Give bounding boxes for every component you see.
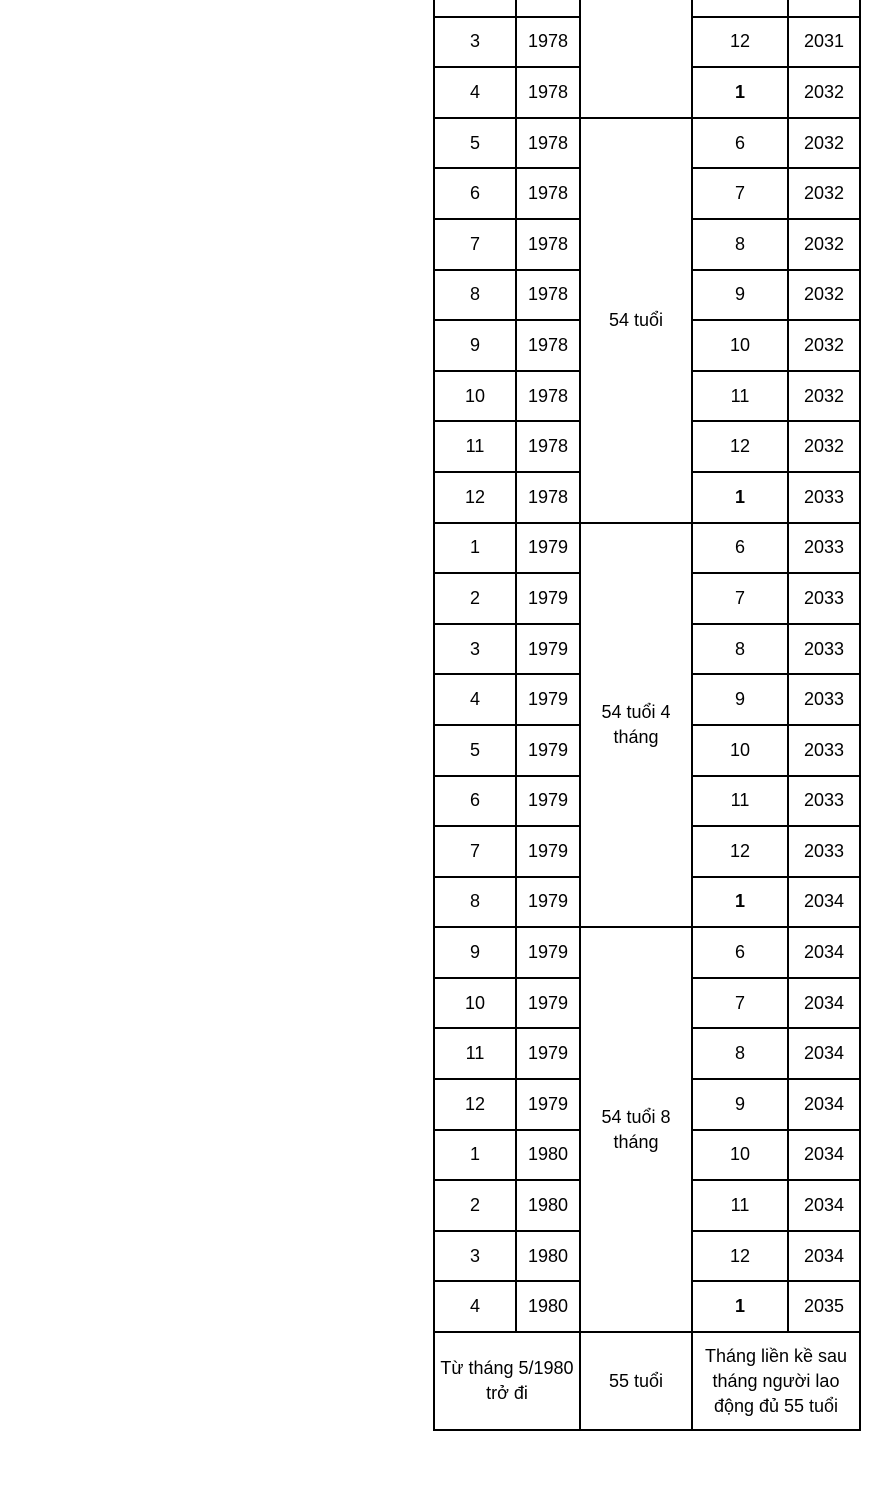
retire-month-cell: 6: [692, 523, 788, 574]
retirement-age-table-wrapper: [433, 0, 859, 1431]
birth-month-cell: 1: [434, 1130, 516, 1181]
retire-year-cell: 2033: [788, 472, 860, 523]
retire-month-cell: 1: [692, 1281, 788, 1332]
retire-year-cell: 2033: [788, 826, 860, 877]
retire-month-cell: 9: [692, 270, 788, 321]
retire-month-cell: 11: [692, 371, 788, 422]
retire-month-cell: 12: [692, 17, 788, 68]
retire-year-cell: 2033: [788, 776, 860, 827]
final-age-cell: 55 tuổi: [580, 1332, 692, 1430]
retire-month-cell: 1: [692, 472, 788, 523]
table-row: [434, 118, 860, 169]
retire-year-cell: 2032: [788, 168, 860, 219]
table-row: [434, 0, 860, 17]
birth-month-cell: 2: [434, 1180, 516, 1231]
birth-year-cell: 1979: [516, 826, 580, 877]
retire-year-cell: 2033: [788, 624, 860, 675]
birth-month-cell: 10: [434, 978, 516, 1029]
retire-year-cell: 2032: [788, 219, 860, 270]
table-row: [434, 523, 860, 574]
retire-month-cell: 8: [692, 1028, 788, 1079]
birth-year-cell: 1979: [516, 523, 580, 574]
final-birth-cell: Từ tháng 5/1980 trở đi: [434, 1332, 580, 1430]
birth-year-cell: 1978: [516, 371, 580, 422]
birth-month-cell: 11: [434, 1028, 516, 1079]
birth-year-cell: 1980: [516, 1130, 580, 1181]
retire-year-cell: 2034: [788, 927, 860, 978]
retire-month-cell: 1: [692, 877, 788, 928]
birth-month-cell: 7: [434, 219, 516, 270]
birth-month-cell: 7: [434, 826, 516, 877]
retire-month-cell: 10: [692, 320, 788, 371]
birth-year-cell: 1980: [516, 1180, 580, 1231]
retirement-age-cell: [580, 0, 692, 118]
retire-year-cell: 2035: [788, 1281, 860, 1332]
final-row: [434, 1332, 860, 1430]
retire-month-cell: 12: [692, 421, 788, 472]
retire-month-cell: 6: [692, 927, 788, 978]
table-row: [434, 927, 860, 978]
retirement-age-cell: 54 tuổi 4 tháng: [580, 523, 692, 928]
retire-year-cell: 2034: [788, 1130, 860, 1181]
retire-year-cell: 2034: [788, 978, 860, 1029]
retire-year-cell: 2032: [788, 421, 860, 472]
birth-month-cell: 12: [434, 472, 516, 523]
retire-month-cell: 6: [692, 118, 788, 169]
retire-year-cell: [788, 0, 860, 17]
birth-month-cell: 11: [434, 421, 516, 472]
birth-month-cell: [434, 0, 516, 17]
birth-month-cell: 3: [434, 624, 516, 675]
birth-year-cell: 1978: [516, 270, 580, 321]
retire-year-cell: 2033: [788, 725, 860, 776]
birth-month-cell: 1: [434, 523, 516, 574]
retire-year-cell: 2034: [788, 1180, 860, 1231]
retire-year-cell: 2032: [788, 320, 860, 371]
birth-year-cell: 1979: [516, 978, 580, 1029]
retire-year-cell: 2034: [788, 1231, 860, 1282]
retire-month-cell: 7: [692, 168, 788, 219]
retire-month-cell: 10: [692, 1130, 788, 1181]
birth-month-cell: 6: [434, 776, 516, 827]
birth-year-cell: 1978: [516, 421, 580, 472]
birth-year-cell: 1979: [516, 725, 580, 776]
retire-year-cell: 2032: [788, 118, 860, 169]
retirement-age-cell: 54 tuổi: [580, 118, 692, 523]
birth-month-cell: 8: [434, 877, 516, 928]
birth-year-cell: 1979: [516, 624, 580, 675]
birth-month-cell: 4: [434, 67, 516, 118]
retire-year-cell: 2034: [788, 1028, 860, 1079]
retire-month-cell: 8: [692, 219, 788, 270]
birth-month-cell: 10: [434, 371, 516, 422]
birth-month-cell: 4: [434, 674, 516, 725]
retire-month-cell: 8: [692, 624, 788, 675]
retire-year-cell: 2032: [788, 67, 860, 118]
retire-year-cell: 2032: [788, 371, 860, 422]
retire-month-cell: 12: [692, 1231, 788, 1282]
birth-year-cell: 1979: [516, 573, 580, 624]
retire-month-cell: 10: [692, 725, 788, 776]
retire-year-cell: 2033: [788, 674, 860, 725]
birth-year-cell: 1978: [516, 472, 580, 523]
birth-year-cell: 1979: [516, 674, 580, 725]
retire-month-cell: 7: [692, 573, 788, 624]
birth-month-cell: 8: [434, 270, 516, 321]
retire-month-cell: 11: [692, 1180, 788, 1231]
final-retire-cell: Tháng liền kề sau tháng người lao động đủ 55 tuổi: [692, 1332, 860, 1430]
birth-month-cell: 5: [434, 118, 516, 169]
birth-month-cell: 9: [434, 927, 516, 978]
retirement-age-table: [433, 0, 861, 1431]
retire-year-cell: 2031: [788, 17, 860, 68]
birth-month-cell: 3: [434, 1231, 516, 1282]
birth-month-cell: 9: [434, 320, 516, 371]
birth-year-cell: 1978: [516, 219, 580, 270]
retire-year-cell: 2033: [788, 523, 860, 574]
birth-month-cell: 6: [434, 168, 516, 219]
birth-year-cell: 1978: [516, 17, 580, 68]
retire-year-cell: 2034: [788, 877, 860, 928]
retire-month-cell: 7: [692, 978, 788, 1029]
birth-year-cell: [516, 0, 580, 17]
retire-month-cell: 11: [692, 776, 788, 827]
birth-year-cell: 1980: [516, 1231, 580, 1282]
retire-year-cell: 2033: [788, 573, 860, 624]
birth-month-cell: 4: [434, 1281, 516, 1332]
retire-month-cell: 9: [692, 674, 788, 725]
birth-month-cell: 3: [434, 17, 516, 68]
birth-year-cell: 1979: [516, 927, 580, 978]
retire-month-cell: [692, 0, 788, 17]
birth-year-cell: 1979: [516, 877, 580, 928]
birth-year-cell: 1978: [516, 320, 580, 371]
retire-month-cell: 1: [692, 67, 788, 118]
retire-month-cell: 9: [692, 1079, 788, 1130]
birth-year-cell: 1979: [516, 1028, 580, 1079]
birth-year-cell: 1979: [516, 1079, 580, 1130]
birth-month-cell: 2: [434, 573, 516, 624]
birth-year-cell: 1980: [516, 1281, 580, 1332]
birth-year-cell: 1978: [516, 168, 580, 219]
retirement-age-cell: 54 tuổi 8 tháng: [580, 927, 692, 1332]
retire-month-cell: 12: [692, 826, 788, 877]
retire-year-cell: 2034: [788, 1079, 860, 1130]
birth-year-cell: 1978: [516, 118, 580, 169]
birth-month-cell: 5: [434, 725, 516, 776]
birth-year-cell: 1979: [516, 776, 580, 827]
birth-month-cell: 12: [434, 1079, 516, 1130]
retire-year-cell: 2032: [788, 270, 860, 321]
table-body: [434, 0, 860, 1430]
birth-year-cell: 1978: [516, 67, 580, 118]
